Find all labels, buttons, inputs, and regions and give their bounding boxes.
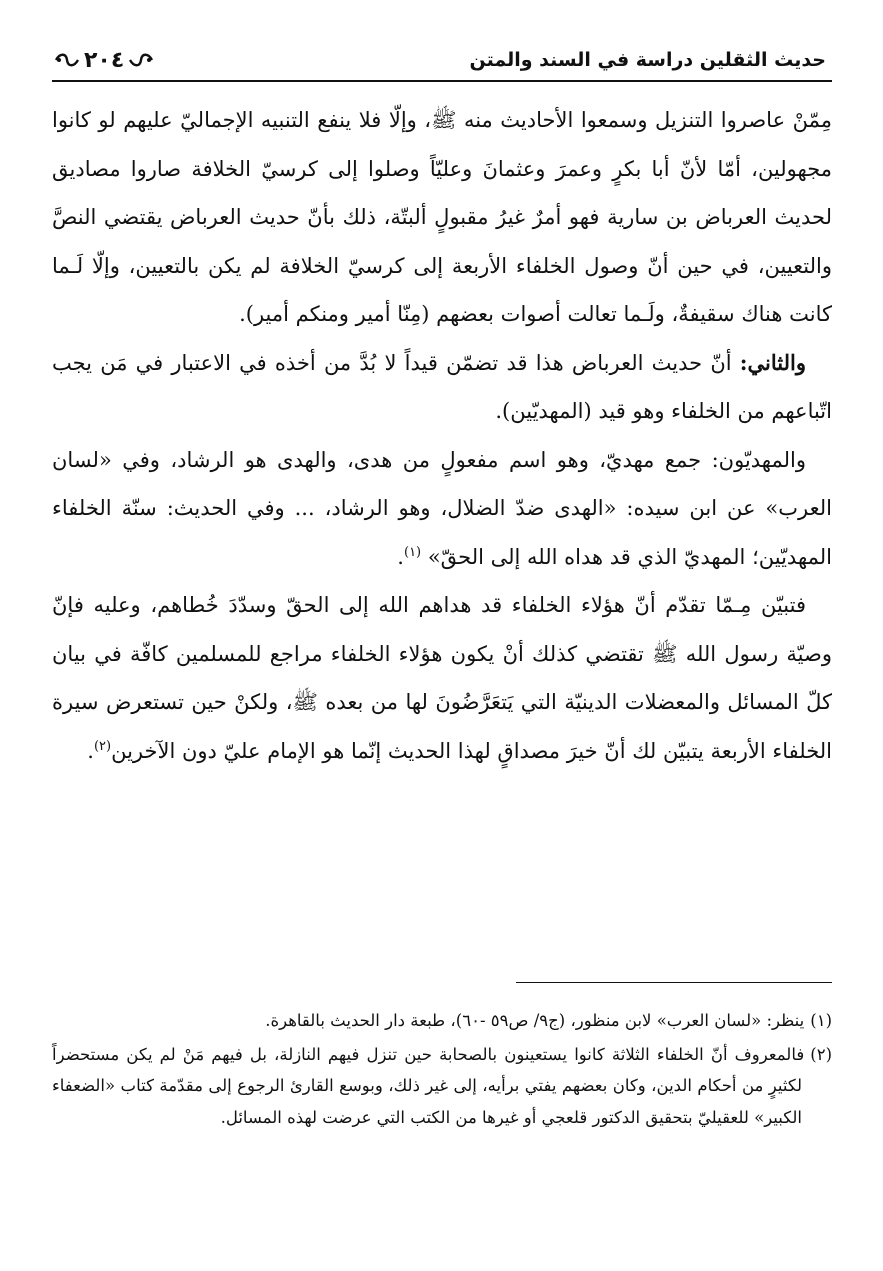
ornament-left-icon	[54, 53, 80, 67]
footnote-separator	[516, 982, 832, 983]
book-page	[52, 40, 832, 1240]
paragraph-4-tail: .	[87, 738, 94, 763]
paragraph-3-tail: .	[397, 544, 404, 569]
footnote-ref-1[interactable]: (١)	[403, 544, 422, 560]
footnote-1	[52, 1005, 832, 1037]
running-title: حديث الثقلين دراسة في السند والمتن	[469, 49, 826, 71]
footnote-1-text: ينظر: «لسان العرب» لابن منظور، (ج٩/ ص٥٩ -٦٠)، طبعة دار الحديث بالقاهرة.	[265, 1011, 805, 1030]
paragraph-4-text: فتبيّن مِـمّا تقدّم أنّ هؤلاء الخلفاء قد هداهم الله إلى الحقّ وسدّدَ خُطاهم، وعليه فإنّ وصيّة رسول الله ﷺ تقتضي كذلك أنْ يكون هؤلاء الخلفاء مراجع للمسلمين كافّة في بيان كلّ المسائل والمعضلات الدينيّة التي يَتعَرَّضُونَ لها من بعده ﷺ، ولكنْ حين تستعرض سيرة الخلفاء الأربعة يتبيّن لك أنّ خيرَ مصداقٍ لهذا الحديث إنّما هو الإمام عليّ دون الآخرين	[52, 593, 832, 763]
paragraph-1	[52, 96, 832, 339]
ornament-right-icon	[128, 53, 154, 67]
page-number-block	[54, 48, 154, 73]
page-number: ٢٠٤	[84, 47, 125, 73]
paragraph-1-text: مِمّنْ عاصروا التنزيل وسمعوا الأحاديث منه ﷺ، وإلّا فلا ينفع التنبيه الإجماليّ عليهم لو كانوا مجهولين، أمّا لأنّ أبا بكرٍ وعمرَ وعثمانَ وعليّاً وصلوا إلى كرسيّ الخلافة صاروا مصاديق لحديث العرباض بن سارية فهو أمرٌ غيرُ مقبولٍ ألبتّة، ذلك بأنّ حديث العرباض يقتضي النصَّ والتعيين، في حين أنّ وصول الخلفاء الأربعة إلى كرسيّ الخلافة لم يكن بالتعيين، وإلّا لَـما كانت هناك سقيفةٌ، ولَـما تعالت أصوات بعضهم (مِنّا أمير ومنكم أمير).	[52, 108, 832, 326]
footnote-2-text: فالمعروف أنّ الخلفاء الثلاثة كانوا يستعينون بالصحابة حين تنزل فيهم النازلة، بل فيهم مَنْ لم يكن مستحضراً لكثيرٍ من أحكام الدين، وكان بعضهم يفتي برأيه، إلى غير ذلك، وبوسع القارئ الرجوع إلى مقدّمة كتاب «الضعفاء الكبير» للعقيليّ بتحقيق الدكتور قلعجي أو غيرها من الكتب التي عرضت لهذه المسائل.	[52, 1044, 805, 1127]
running-header	[52, 40, 832, 82]
footnote-2	[52, 1039, 832, 1134]
paragraph-2	[52, 339, 832, 436]
paragraph-3	[52, 436, 832, 582]
main-text	[52, 96, 832, 775]
paragraph-2-lead: والثاني:	[739, 349, 806, 375]
paragraph-3-text: والمهديّون: جمع مهديّ، وهو اسم مفعولٍ من هدى، والهدى هو الرشاد، وفي «لسان العرب» عن ابن سيده: «الهدى ضدّ الضلال، وهو الرشاد، ... وفي الحديث: سنّة الخلفاء المهديّين؛ المهديّ الذي قد هداه الله إلى الحقّ»	[52, 447, 832, 569]
footnote-2-number: (٢)	[810, 1044, 832, 1064]
paragraph-2-text: أنّ حديث العرباض هذا قد تضمّن قيداً لا بُدَّ من أخذه في الاعتبار في مَن يجب اتّباعهم من الخلفاء وهو قيد (المهديّين).	[52, 350, 832, 423]
footnotes	[52, 1005, 832, 1135]
footnote-ref-2[interactable]: (٢)	[93, 738, 112, 754]
footnote-1-number: (١)	[810, 1011, 832, 1030]
paragraph-4	[52, 581, 832, 775]
